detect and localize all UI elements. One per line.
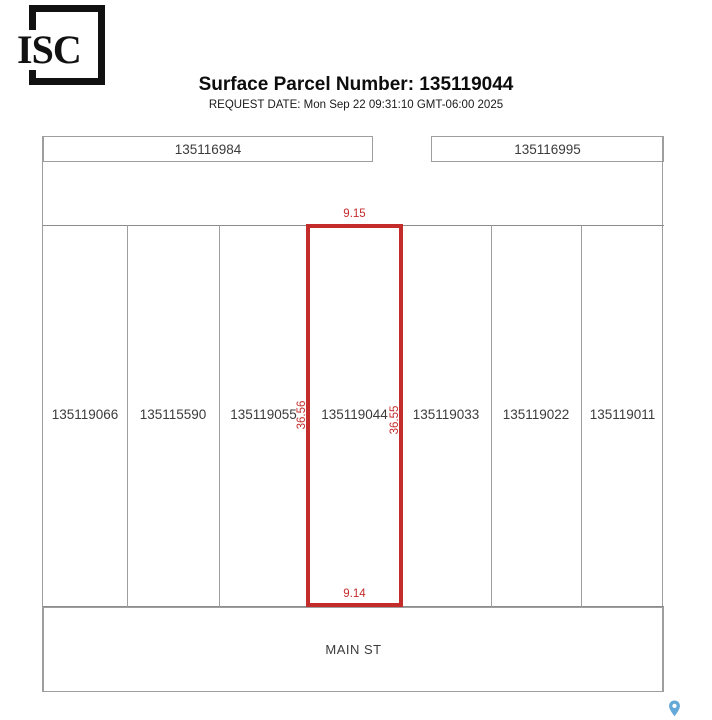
dimension-label-top: 9.15 xyxy=(343,208,366,220)
location-pin-icon xyxy=(668,700,681,717)
parcel-map xyxy=(42,136,663,692)
request-date: REQUEST DATE: Mon Sep 22 09:31:10 GMT-06:00 2025 xyxy=(208,99,504,111)
north-parcel xyxy=(43,136,373,162)
parcel-cell-label: 135119055 xyxy=(230,407,297,422)
isc-logo-text: ISC xyxy=(14,30,84,70)
dimension-label-left: 36.56 xyxy=(296,400,308,430)
street-label: MAIN ST xyxy=(325,642,382,657)
north-parcel-label: 135116995 xyxy=(514,141,581,157)
parcel-cell-label: 135119011 xyxy=(589,407,656,422)
dimension-label-right: 36.55 xyxy=(389,405,401,435)
dimension-label-bottom: 9.14 xyxy=(343,588,366,600)
parcel-cell-label: 135115590 xyxy=(139,407,207,422)
page-title: Surface Parcel Number: 135119044 xyxy=(198,74,514,95)
north-parcel-label: 135116984 xyxy=(174,141,242,157)
parcel-cell-label-selected: 135119044 xyxy=(321,407,388,422)
north-parcel xyxy=(431,136,664,162)
street-band xyxy=(43,607,664,692)
parcel-cell-label: 135119033 xyxy=(412,407,480,422)
parcel-cell-label: 135119066 xyxy=(51,407,119,422)
parcel-cell-label: 135119022 xyxy=(502,407,570,422)
